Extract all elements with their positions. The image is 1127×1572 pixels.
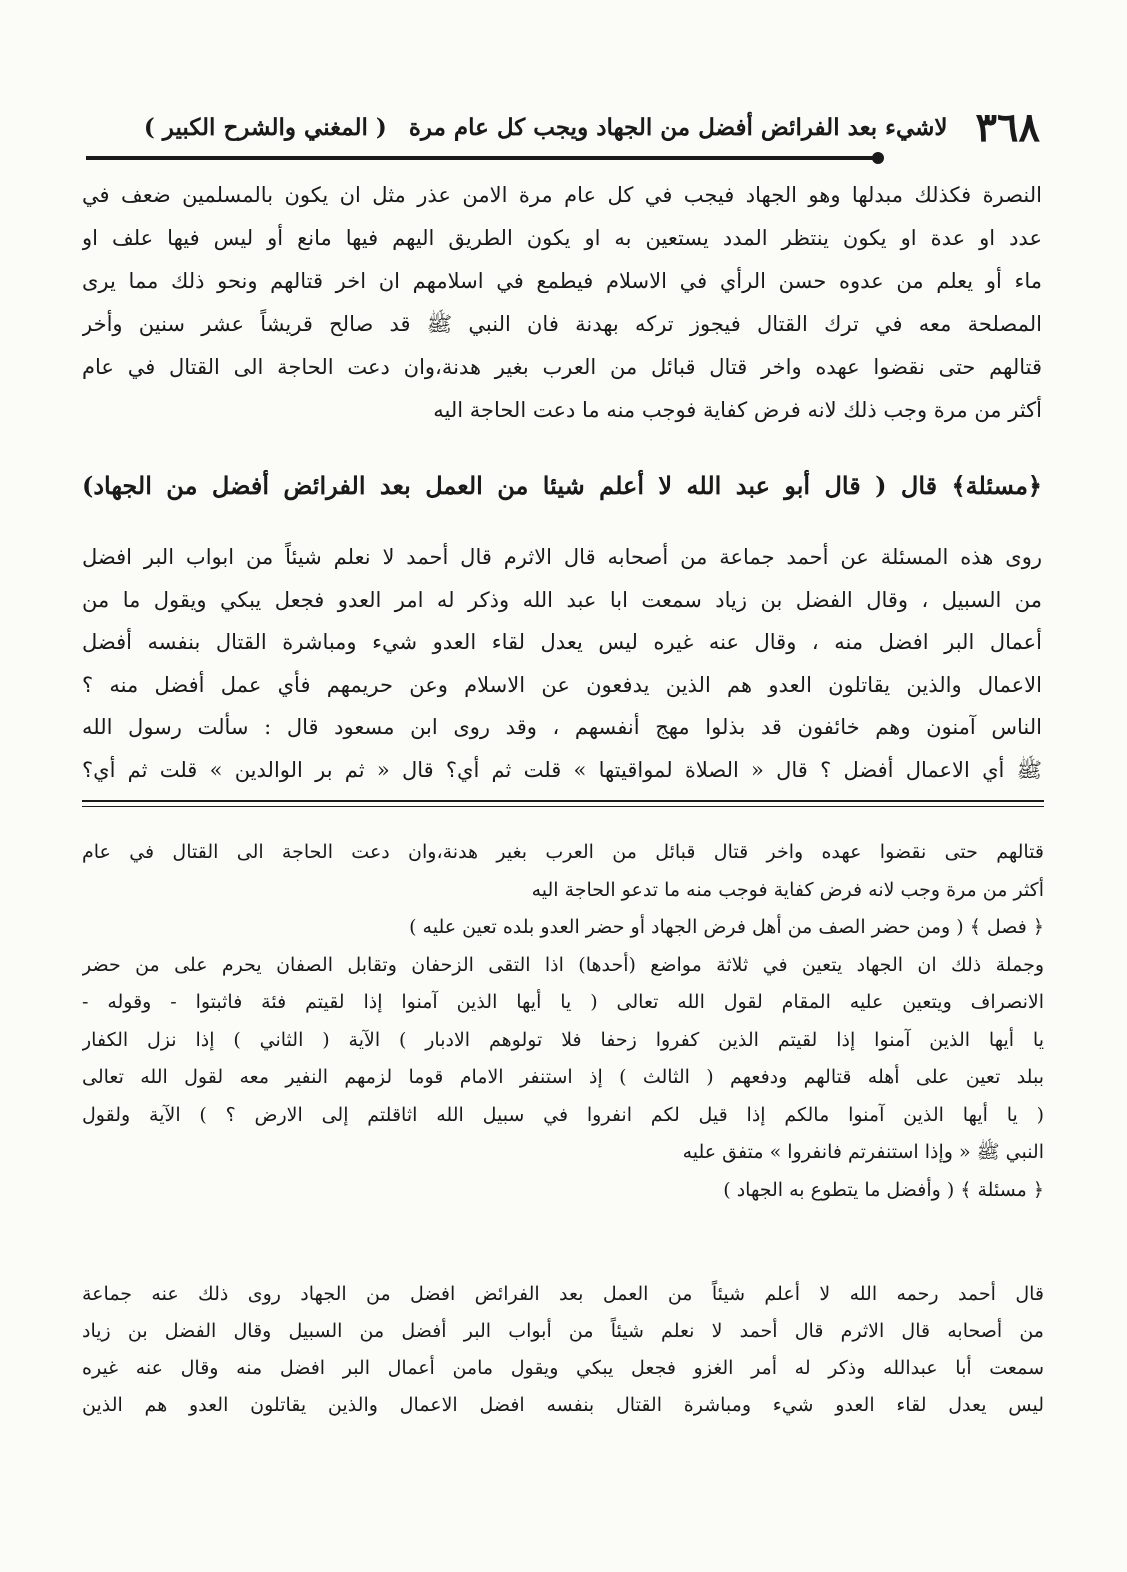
main-text-line: ماء أو يعلم من عدوه حسن الرأي في الاسلام فيطمع في اسلامهم ان اخر قتالهم ونحو ذلك مما يرى bbox=[82, 269, 1042, 293]
commentary-line: النبي ﷺ « وإذا استنفرتم فانفروا » متفق عليه bbox=[682, 1141, 1044, 1163]
commentary-line: الانصراف ويتعين عليه المقام لقول الله تعالى ( يا أيها الذين آمنوا إذا لقيتم فئة فاثبتوا - وقوله - bbox=[82, 991, 1044, 1013]
header-rule-ornament bbox=[872, 152, 884, 164]
commentary-line: من أصحابه قال الاثرم قال أحمد لا نعلم شيئاً من أبواب البر أفضل من السبيل وقال الفضل بن زياد bbox=[82, 1320, 1044, 1342]
commentary-line: قتالهم حتى نقضوا عهده واخر قتال قبائل من العرب بغير هدنة،وان دعت الحاجة الى القتال في عام bbox=[82, 841, 1044, 863]
commentary-line: قال أحمد رحمه الله لا أعلم شيئاً من العمل بعد الفرائض افضل من الجهاد روى ذلك عنه جماعة bbox=[82, 1283, 1044, 1305]
commentary-block bbox=[82, 834, 1044, 1209]
commentary-line: سمعت أبا عبدالله وذكر له أمر الغزو فجعل يبكي ويقول مامن أعمال البر افضل منه وقال عنه غيره bbox=[82, 1357, 1044, 1379]
section-divider bbox=[82, 800, 1044, 802]
main-text-line: روى هذه المسئلة عن أحمد جماعة من أصحابه قال الاثرم قال أحمد لا نعلم شيئاً من ابواب البر افضل bbox=[82, 545, 1042, 569]
commentary-line: ليس يعدل لقاء العدو شيء ومباشرة القتال بنفسه افضل الاعمال والذين يقاتلون العدو هم الذين bbox=[82, 1394, 1044, 1416]
commentary-block-2 bbox=[82, 1276, 1044, 1424]
book-title: ( المغني والشرح الكبير ) bbox=[143, 113, 387, 141]
masala-heading: ﴿مسئلة﴾ قال ( قال أبو عبد الله لا أعلم شيئا من العمل بعد الفرائض أفضل من الجهاد) bbox=[82, 471, 1042, 500]
section-divider-thin bbox=[82, 806, 1044, 807]
main-text-line: المصلحة معه في ترك القتال فيجوز تركه بهدنة فان النبي ﷺ قد صالح قريشاً عشر سنين وأخر bbox=[82, 312, 1042, 336]
main-text-block-2 bbox=[82, 536, 1042, 791]
commentary-line: أكثر من مرة وجب لانه فرض كفاية فوجب منه ما تدعو الحاجة اليه bbox=[531, 878, 1044, 901]
page-header bbox=[88, 100, 1040, 154]
running-title: لاشيء بعد الفرائض أفضل من الجهاد ويجب كل عام مرة bbox=[408, 113, 948, 141]
main-text-line: من السبيل ، وقال الفضل بن زياد سمعت ابا عبد الله وذكر له امر العدو فجعل يبكي ويقول ما من bbox=[82, 587, 1042, 612]
main-text-line: الناس آمنون وهم خائفون قد بذلوا مهج أنفسهم ، وقد روى ابن مسعود قال : سألت رسول الله bbox=[82, 715, 1042, 739]
main-text-line: النصرة فكذلك مبدلها وهو الجهاد فيجب في كل عام مرة الامن عذر مثل ان يكون بالمسلمين ضعف في bbox=[82, 183, 1042, 207]
page-number: ٣٦٨ bbox=[975, 103, 1040, 151]
commentary-line: ( يا أيها الذين آمنوا مالكم إذا قيل لكم انفروا في سبيل الله اثاقلتم إلى الارض ؟ ) الآية ولقول bbox=[82, 1103, 1044, 1126]
commentary-line: يا أيها الذين آمنوا إذا لقيتم الذين كفروا زحفا فلا تولوهم الادبار ) الآية ( الثاني ) إذا نزل الكفار bbox=[82, 1028, 1044, 1051]
main-text-block bbox=[82, 174, 1042, 432]
header-rule bbox=[86, 156, 876, 160]
main-text-line: قتالهم حتى نقضوا عهده واخر قتال قبائل من العرب بغير هدنة،وان دعت الحاجة الى القتال في عام bbox=[82, 355, 1042, 379]
commentary-subheading: ﴿ فصل ﴾ ( ومن حضر الصف من أهل فرض الجهاد أو حضر العدو بلده تعين عليه ) bbox=[409, 916, 1044, 938]
commentary-line: ببلد تعين على أهله قتالهم ودفعهم ( الثالث ) إذ استنفر الامام قوما لزمهم النفير معه لقول الله تعالى bbox=[82, 1066, 1044, 1088]
main-text-line: أكثر من مرة وجب ذلك لانه فرض كفاية فوجب منه ما دعت الحاجة اليه bbox=[433, 398, 1042, 422]
main-text-line: أعمال البر افضل منه ، وقال عنه غيره ليس يعدل لقاء العدو شيء ومباشرة القتال بنفسه أفضل bbox=[82, 630, 1042, 654]
main-text-line: الاعمال والذين يقاتلون العدو هم الذين يدفعون عن الاسلام وعن حريمهم فأي عمل أفضل منه ؟ bbox=[82, 672, 1042, 697]
main-text-line: عدد او عدة او يكون ينتظر المدد يستعين به او يكون الطريق اليهم فيها مانع أو ليس فيها علف او bbox=[82, 226, 1042, 250]
commentary-subheading: ﴿ مسئلة ﴾ ( وأفضل ما يتطوع به الجهاد ) bbox=[723, 1178, 1044, 1201]
commentary-line: وجملة ذلك ان الجهاد يتعين في ثلاثة مواضع (أحدها) اذا التقى الزحفان وتقابل الصفان يحرم على من حضر bbox=[82, 953, 1044, 976]
main-text-line: ﷺ أي الاعمال أفضل ؟ قال « الصلاة لمواقيتها » قلت ثم أي؟ قال « ثم بر الوالدين » قلت ثم أي؟ bbox=[82, 757, 1042, 782]
